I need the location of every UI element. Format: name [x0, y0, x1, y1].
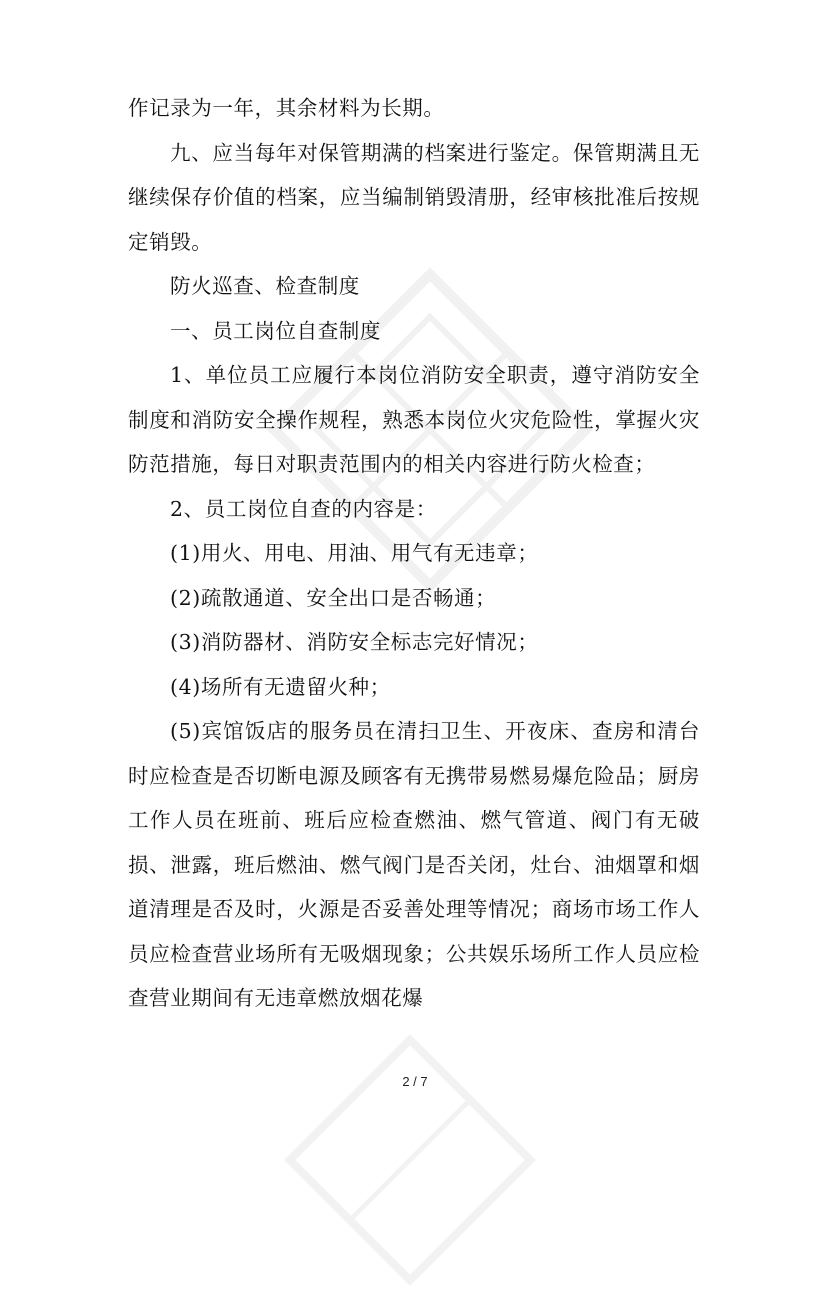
list-item-sub-4: (4)场所有无遗留火种；: [170, 674, 391, 699]
section-heading-fire-patrol: 防火巡查、检查制度: [170, 274, 360, 298]
list-item-sub-3: (3)消防器材、消防安全标志完好情况；: [170, 630, 539, 654]
paragraph-item-2: 2、员工岗位自查的内容是：: [170, 496, 437, 521]
paragraph-item-nine: 九、应当每年对保管期满的档案进行鉴定。保管期满且无继续保存价值的档案，应当编制销毁清册，经审核批准后按规定销毁。: [128, 140, 700, 254]
list-item-sub-5: (5)宾馆饭店的服务员在清扫卫生、开夜床、查房和清台时应检查是否切断电源及顾客有无携带易燃易爆危险品；厨房工作人员在班前、班后应检查燃油、燃气管道、阀门有无破损、泄露，班后燃油、燃气阀门是否关闭，灶台、油烟罩和烟道清理是否及时，火源是否妥善处理等情况；商场市场工作人员应检查营业场所有无吸烟现象；公共娱乐场所工作人员应检查营业期间有无违章燃放烟花爆: [128, 719, 700, 1010]
subsection-heading-self-check: 一、员工岗位自查制度: [170, 318, 381, 343]
list-item-sub-2: (2)疏散通道、安全出口是否畅通；: [170, 585, 497, 610]
paragraph-item-1: 1、单位员工应履行本岗位消防安全职责，遵守消防安全制度和消防安全操作规程，熟悉本岗位火灾危险性，掌握火灾防范措施，每日对职责范围内的相关内容进行防火检查；: [128, 363, 700, 476]
watermark-logo-bottom: [269, 1019, 552, 1301]
paragraph-archive-period-end: 作记录为一年，其余材料为长期。: [128, 96, 445, 120]
page-number: 2 / 7: [402, 1074, 428, 1089]
list-item-sub-1: (1)用火、用电、用油、用气有无违章；: [170, 541, 539, 565]
document-body: [128, 86, 700, 1021]
